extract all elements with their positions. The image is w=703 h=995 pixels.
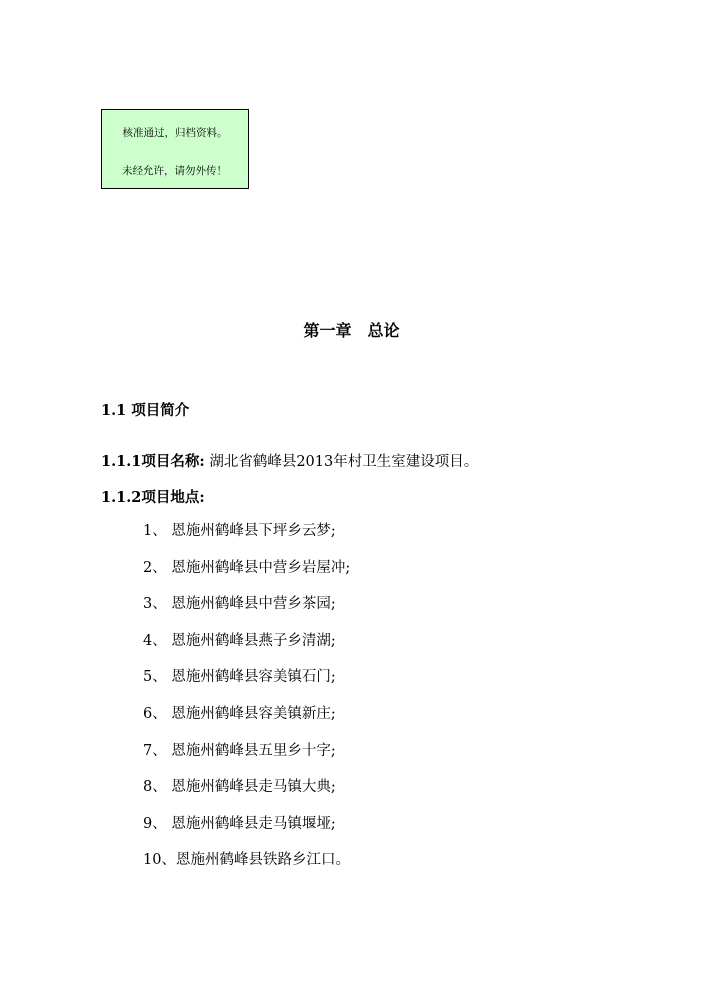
project-name-field [101, 450, 478, 471]
location-item: 8、 恩施州鹤峰县走马镇大典; [143, 779, 336, 796]
project-name-label: 1.1.1项目名称: [101, 453, 205, 470]
section-heading: 1.1 项目简介 [101, 402, 190, 419]
project-name-value: 湖北省鹤峰县2013年村卫生室建设项目。 [204, 454, 479, 470]
location-item: 6、 恩施州鹤峰县容美镇新庄; [143, 705, 336, 722]
location-list [143, 520, 350, 886]
stamp-line-approved: 核准通过，归档资料。 [122, 127, 228, 139]
stamp-line-confidential: 未经允许，请勿外传！ [122, 165, 227, 177]
location-item: 3、 恩施州鹤峰县中营乡茶园; [143, 596, 336, 613]
location-item: 7、 恩施州鹤峰县五里乡十字; [143, 742, 336, 759]
approval-stamp [101, 109, 249, 189]
project-location-field [101, 486, 205, 507]
location-item: 10、恩施州鹤峰县铁路乡江口。 [143, 852, 350, 869]
location-item: 9、 恩施州鹤峰县走马镇堰垭; [143, 815, 336, 832]
location-item: 5、 恩施州鹤峰县容美镇石门; [143, 669, 336, 686]
location-item: 1、 恩施州鹤峰县下坪乡云梦; [143, 523, 336, 539]
location-item: 2、 恩施州鹤峰县中营乡岩屋冲; [143, 559, 351, 576]
project-location-label: 1.1.2项目地点: [101, 489, 205, 506]
chapter-title: 第一章 总论 [303, 321, 400, 340]
location-item: 4、 恩施州鹤峰县燕子乡清湖; [143, 632, 336, 649]
